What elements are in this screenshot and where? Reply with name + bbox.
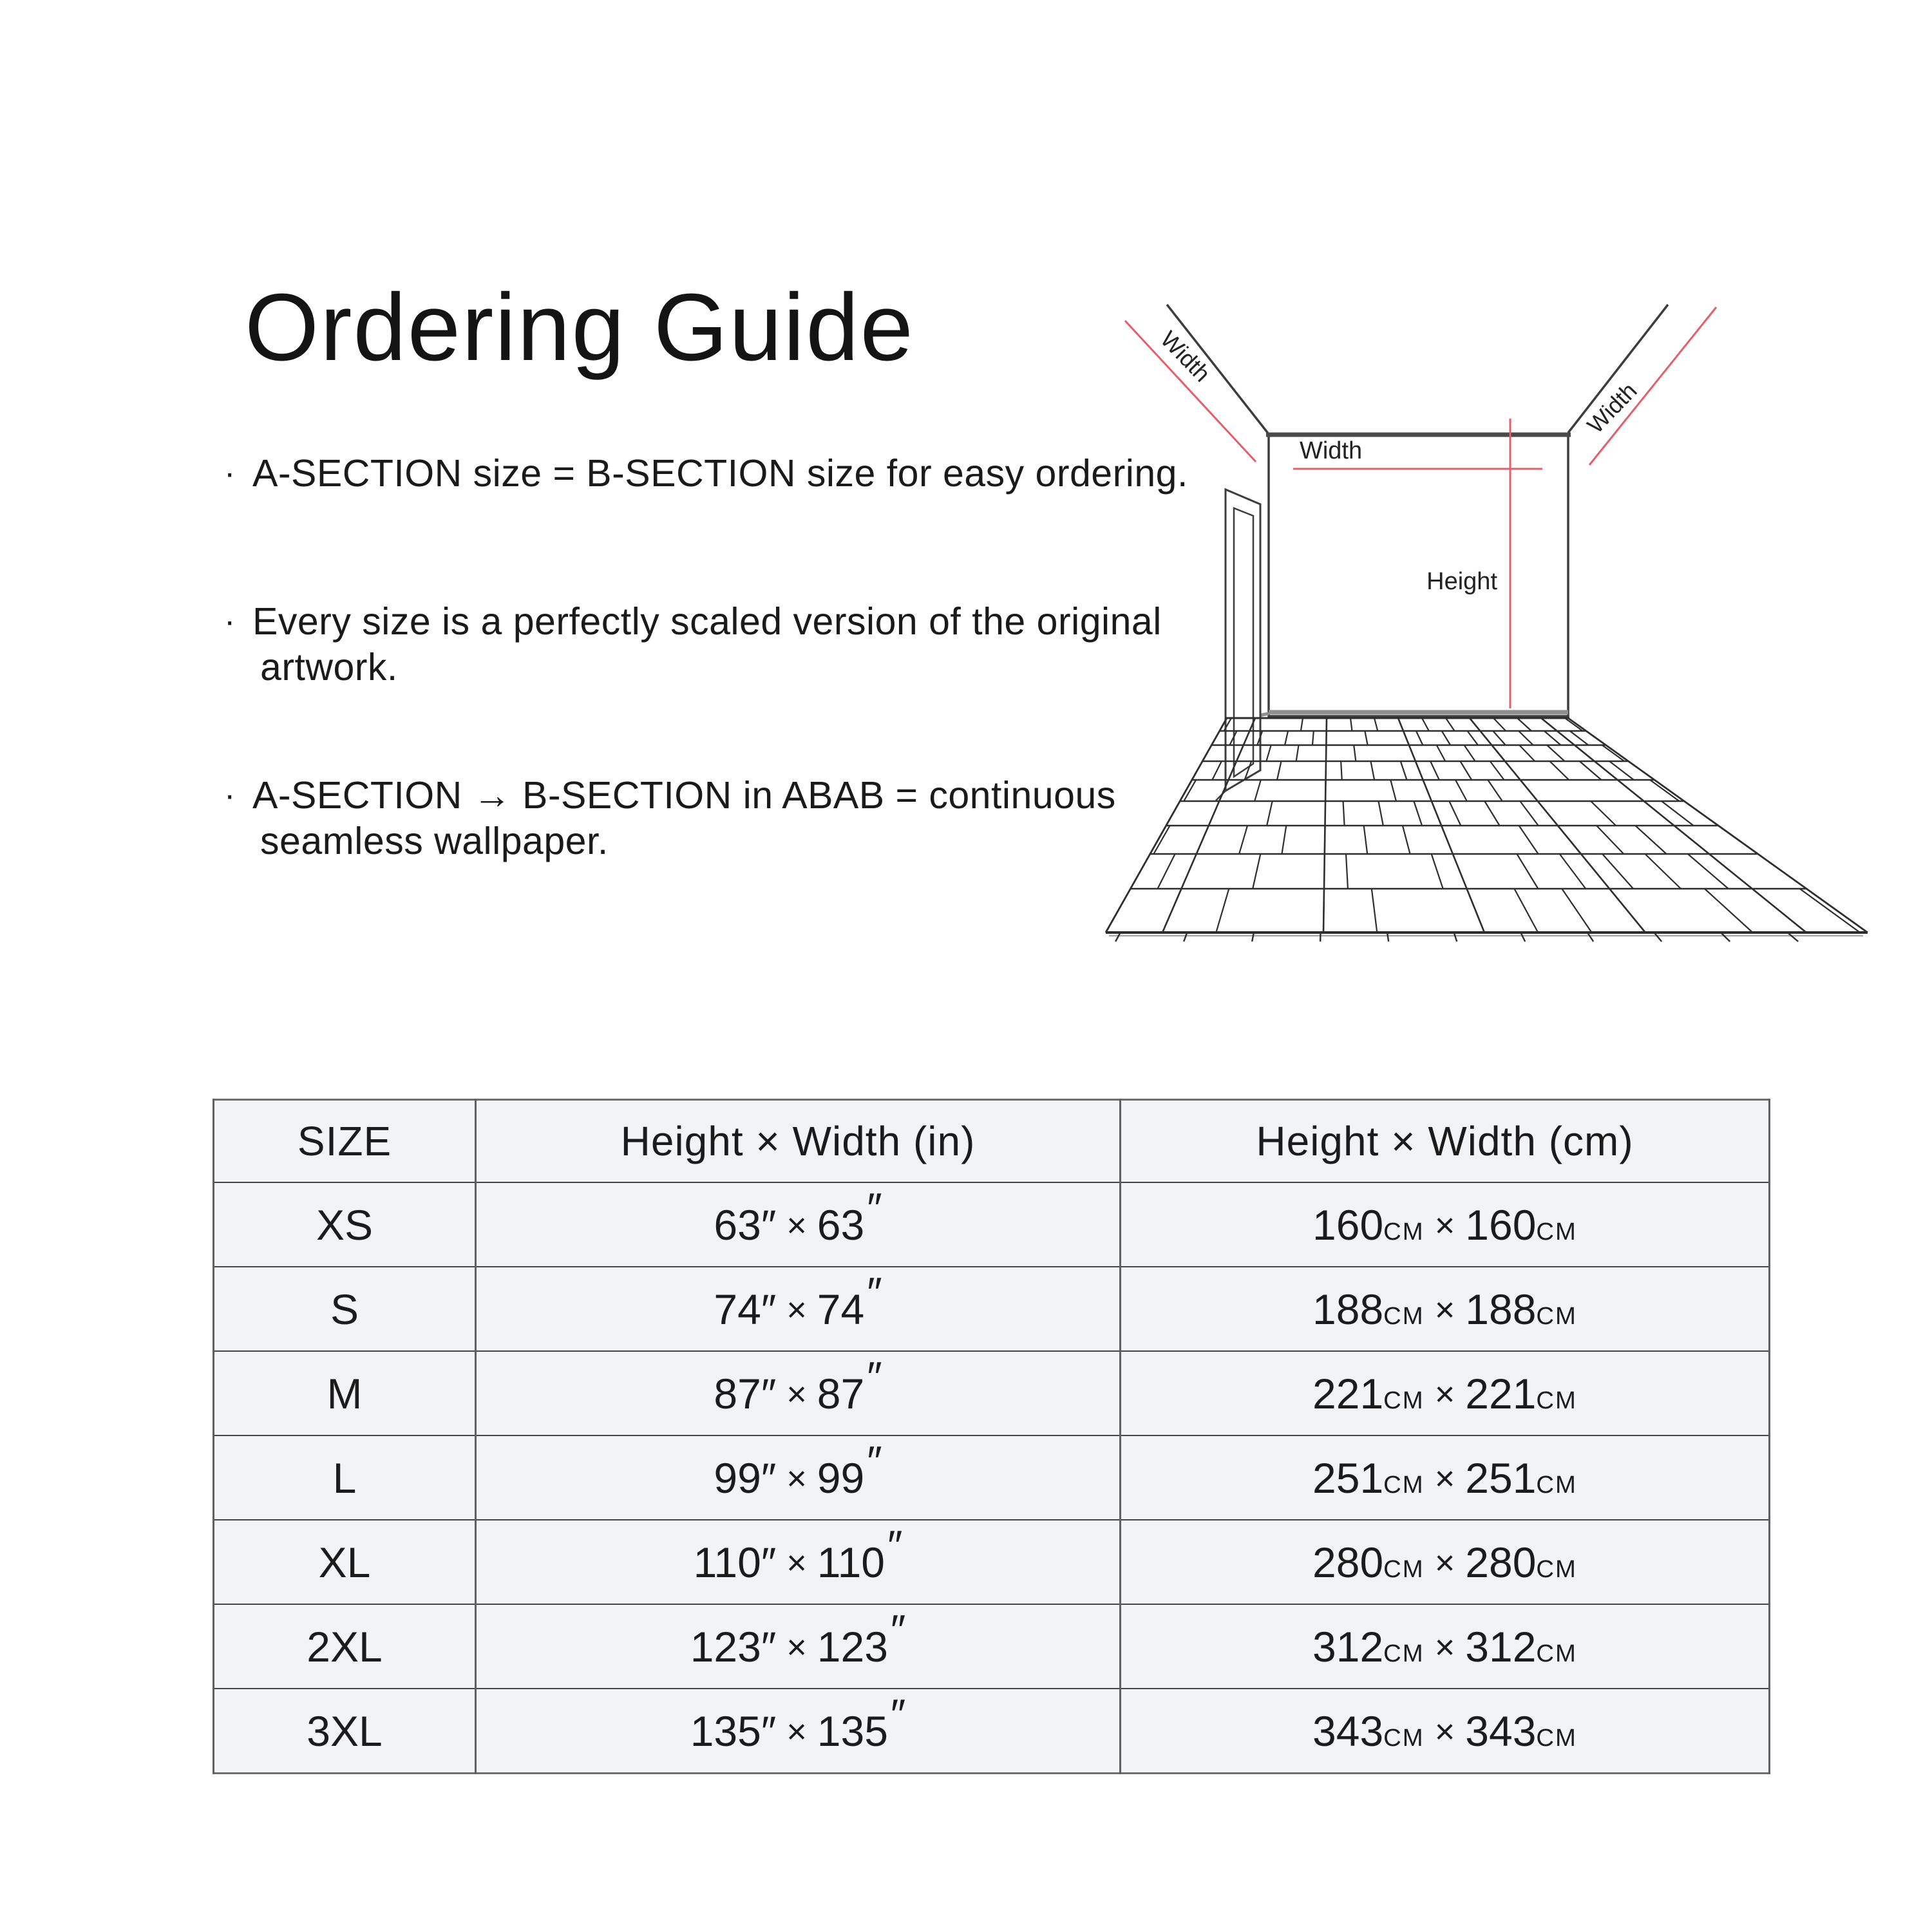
inches-cell: 110″ × 110″ (476, 1520, 1121, 1604)
size-cell: L (214, 1435, 476, 1520)
bullet-dot: · (224, 455, 236, 492)
size-cell: S (214, 1267, 476, 1351)
bullet-2-line-1: Every size is a perfectly scaled version of the original (252, 600, 1162, 643)
bullet-item-3 (224, 773, 1116, 864)
inches-cell: 123″ × 123″ (476, 1604, 1121, 1689)
table-row (214, 1689, 1770, 1774)
height-label: Height (1426, 568, 1497, 595)
table-row (214, 1435, 1770, 1520)
size-cell: 2XL (214, 1604, 476, 1689)
cm-cell: 251CM × 251CM (1121, 1435, 1770, 1520)
bullet-2-line-2: artwork. (260, 646, 398, 688)
table-row (214, 1604, 1770, 1689)
bullet-dot: · (224, 603, 236, 640)
inches-cell: 99″ × 99″ (476, 1435, 1121, 1520)
size-cell: M (214, 1351, 476, 1435)
bullet-3-line-2: seamless wallpaper. (260, 820, 609, 862)
header-inches: Height × Width (in) (476, 1100, 1121, 1183)
cm-cell: 221CM × 221CM (1121, 1351, 1770, 1435)
inches-cell: 135″ × 135″ (476, 1689, 1121, 1774)
cm-cell: 188CM × 188CM (1121, 1267, 1770, 1351)
cm-cell: 280CM × 280CM (1121, 1520, 1770, 1604)
size-cell: 3XL (214, 1689, 476, 1774)
bullet-1-line-1: A-SECTION size = B-SECTION size for easy ordering. (252, 452, 1188, 495)
table-row (214, 1520, 1770, 1604)
header-size: SIZE (214, 1100, 476, 1183)
table-row (214, 1351, 1770, 1435)
tiled-floor (1106, 718, 1868, 942)
door-panel (1234, 508, 1253, 777)
bullet-3-line-1: A-SECTION → B-SECTION in ABAB = continuous (252, 774, 1116, 817)
cm-cell: 160CM × 160CM (1121, 1182, 1770, 1267)
cm-cell: 343CM × 343CM (1121, 1689, 1770, 1774)
table-row (214, 1267, 1770, 1351)
inches-cell: 63″ × 63″ (476, 1182, 1121, 1267)
size-cell: XL (214, 1520, 476, 1604)
inches-cell: 74″ × 74″ (476, 1267, 1121, 1351)
table-body (214, 1182, 1770, 1774)
bullet-dot: · (224, 777, 236, 814)
size-table (213, 1099, 1770, 1774)
right-wall-width-line (1589, 307, 1716, 465)
page-title: Ordering Guide (245, 274, 914, 381)
size-cell: XS (214, 1182, 476, 1267)
header-cm: Height × Width (cm) (1121, 1100, 1770, 1183)
table-row (214, 1182, 1770, 1267)
room-illustration (1005, 258, 1919, 1005)
left-wall-width-label: Width (1155, 325, 1216, 387)
inches-cell: 87″ × 87″ (476, 1351, 1121, 1435)
right-wall-width-label: Width (1582, 377, 1642, 439)
cm-cell: 312CM × 312CM (1121, 1604, 1770, 1689)
back-wall (1269, 434, 1568, 716)
back-wall-width-label: Width (1300, 437, 1363, 464)
table-header-row (214, 1100, 1770, 1183)
